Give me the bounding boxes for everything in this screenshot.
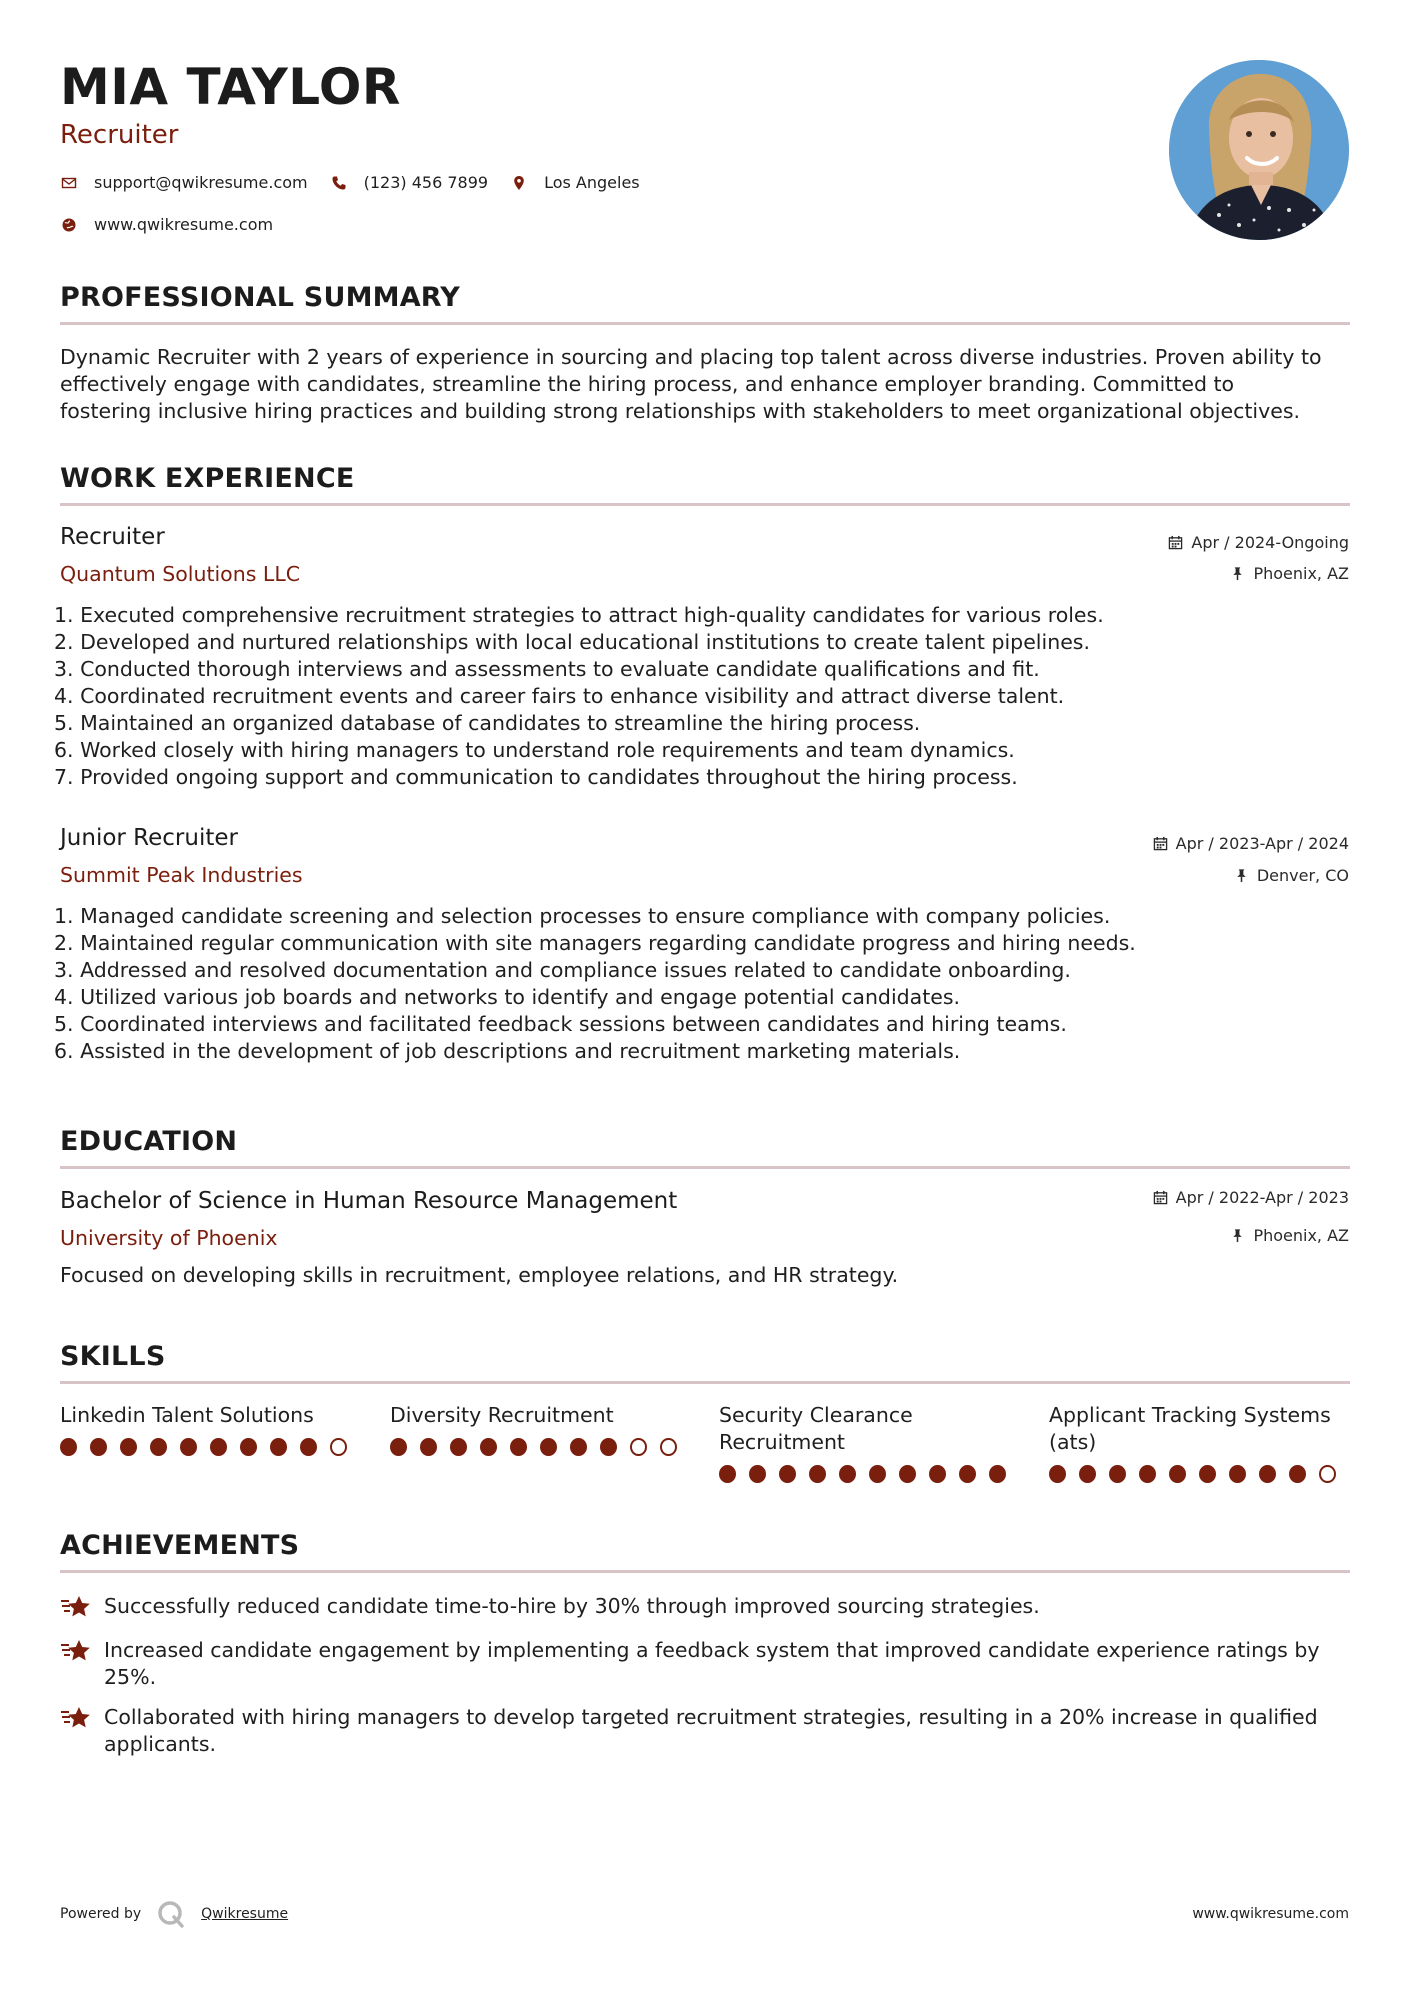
qwikresume-link[interactable]: Qwikresume: [201, 1906, 289, 1922]
rating-dot-filled: [300, 1438, 317, 1456]
list-item: 2. Developed and nurtured relationships with local educational institutions to create talent pipelines.: [54, 630, 1091, 654]
calendar-icon: [1153, 1190, 1168, 1205]
list-item: 5. Coordinated interviews and facilitated feedback sessions between candidates and hiring teams.: [54, 1012, 1067, 1036]
job-responsibilities: [54, 903, 1354, 1065]
rating-dot-filled: [809, 1465, 826, 1483]
rating-dot-filled: [240, 1438, 257, 1456]
achievement-line: Increased candidate engagement by implementing a feedback system that improved candidate experience ratings by: [104, 1638, 1320, 1662]
list-item: 5. Maintained an organized database of candidates to streamline the hiring process.: [54, 711, 921, 735]
skills-divider: [60, 1381, 1350, 1384]
list-item: 4. Coordinated recruitment events and career fairs to enhance visibility and attract diverse talent.: [54, 684, 1065, 708]
achievement-text: [104, 1637, 1319, 1691]
list-item: 4. Utilized various job boards and networks to identify and engage potential candidates.: [54, 985, 961, 1009]
rating-dot-filled: [749, 1465, 766, 1483]
rating-dot-filled: [570, 1438, 587, 1456]
achievement-item: [60, 1637, 1355, 1691]
rating-dot-filled: [510, 1438, 527, 1456]
rating-dot-filled: [540, 1438, 557, 1456]
rating-dot-filled: [779, 1465, 796, 1483]
rating-dot-empty: [630, 1438, 647, 1456]
skill-name: Security Clearance: [719, 1403, 913, 1427]
experience-divider: [60, 503, 1350, 506]
rating-dot-filled: [420, 1438, 437, 1456]
experience-heading: WORK EXPERIENCE: [60, 463, 355, 494]
contact-row-secondary: [60, 215, 295, 234]
rating-dot-filled: [869, 1465, 886, 1483]
job-company: Summit Peak Industries: [60, 863, 303, 887]
skill-name: Recruitment: [719, 1430, 845, 1454]
powered-by-label: Powered by: [60, 1906, 142, 1922]
list-item: 3. Addressed and resolved documentation and compliance issues related to candidate onboarding.: [54, 958, 1071, 982]
education-description: Focused on developing skills in recruitment, employee relations, and HR strategy.: [60, 1263, 899, 1287]
list-item: 6. Worked closely with hiring managers to understand role requirements and team dynamics.: [54, 738, 1015, 762]
footer-website[interactable]: www.qwikresume.com: [1192, 1906, 1349, 1922]
summary-divider: [60, 322, 1350, 325]
rating-dot-filled: [959, 1465, 976, 1483]
qwikresume-logo-icon: [157, 1900, 185, 1928]
candidate-title: Recruiter: [60, 120, 179, 150]
globe-icon: [60, 216, 78, 234]
list-item: 3. Conducted thorough interviews and assessments to evaluate candidate qualifications and fit.: [54, 657, 1040, 681]
list-item: 1. Executed comprehensive recruitment strategies to attract high-quality candidates for various roles.: [54, 603, 1104, 627]
achievement-text: [104, 1593, 1040, 1621]
achievement-line: applicants.: [104, 1732, 217, 1756]
rating-dot-filled: [150, 1438, 167, 1456]
skill-name: Linkedin Talent Solutions: [60, 1403, 314, 1427]
contact-row-primary: [60, 173, 662, 192]
job-location-text: Phoenix, AZ: [1253, 564, 1349, 583]
rating-dot-filled: [90, 1438, 107, 1456]
job-location: [1230, 564, 1349, 583]
contact-location: [510, 173, 640, 192]
email-text[interactable]: support@qwikresume.com: [94, 173, 308, 192]
education-degree: Bachelor of Science in Human Resource Management: [60, 1188, 678, 1214]
phone-icon: [330, 174, 348, 192]
summary-line: Dynamic Recruiter with 2 years of experience in sourcing and placing top talent across diverse industries. Proven ability to: [60, 345, 1322, 369]
rating-dot-filled: [1199, 1465, 1216, 1483]
rating-dot-filled: [899, 1465, 916, 1483]
skill-item: [719, 1402, 1019, 1483]
rating-dot-empty: [1319, 1465, 1336, 1483]
job-location-text: Denver, CO: [1256, 866, 1349, 885]
education-dates-text: Apr / 2022-Apr / 2023: [1175, 1188, 1349, 1207]
skill-name: Diversity Recruitment: [390, 1403, 614, 1427]
profile-photo: [1169, 60, 1349, 240]
website-text[interactable]: www.qwikresume.com: [94, 215, 274, 234]
rating-dot-filled: [1079, 1465, 1096, 1483]
rating-dot-filled: [450, 1438, 467, 1456]
pushpin-icon: [1234, 868, 1249, 883]
job-responsibilities: [54, 602, 1354, 791]
footer-powered-by: [60, 1900, 288, 1928]
calendar-icon: [1153, 836, 1168, 851]
rating-dot-filled: [480, 1438, 497, 1456]
contact-phone: [330, 173, 488, 192]
education-heading: EDUCATION: [60, 1126, 238, 1157]
list-item: 7. Provided ongoing support and communication to candidates throughout the hiring process.: [54, 765, 1018, 789]
skill-rating: [390, 1438, 690, 1456]
rating-dot-filled: [270, 1438, 287, 1456]
rating-dot-filled: [1289, 1465, 1306, 1483]
job-dates-text: Apr / 2024-Ongoing: [1191, 533, 1349, 552]
summary-heading: PROFESSIONAL SUMMARY: [60, 282, 461, 313]
star-achievement-icon: [60, 1637, 92, 1665]
job-dates: [1168, 533, 1349, 552]
skill-item: [60, 1402, 360, 1456]
summary-line: effectively engage with candidates, streamline the hiring process, and enhance employer branding. Committed to: [60, 372, 1235, 396]
job-company: Quantum Solutions LLC: [60, 562, 301, 586]
rating-dot-filled: [1109, 1465, 1126, 1483]
education-location-text: Phoenix, AZ: [1253, 1226, 1349, 1245]
rating-dot-filled: [1259, 1465, 1276, 1483]
rating-dot-filled: [1229, 1465, 1246, 1483]
phone-text: (123) 456 7899: [363, 173, 489, 192]
map-pin-icon: [510, 174, 528, 192]
skill-item: [1049, 1402, 1349, 1483]
rating-dot-filled: [929, 1465, 946, 1483]
rating-dot-filled: [989, 1465, 1006, 1483]
rating-dot-filled: [390, 1438, 407, 1456]
achievement-line: Successfully reduced candidate time-to-hire by 30% through improved sourcing strategies.: [104, 1594, 1040, 1618]
achievement-line: Collaborated with hiring managers to develop targeted recruitment strategies, resulting in a 20% increase in qualified: [104, 1705, 1318, 1729]
rating-dot-filled: [600, 1438, 617, 1456]
job-title: Junior Recruiter: [60, 825, 238, 851]
skill-name: Applicant Tracking Systems: [1049, 1403, 1331, 1427]
skill-rating: [60, 1438, 360, 1456]
star-achievement-icon: [60, 1593, 92, 1621]
job-title: Recruiter: [60, 524, 165, 550]
achievements-heading: ACHIEVEMENTS: [60, 1530, 300, 1561]
rating-dot-filled: [719, 1465, 736, 1483]
rating-dot-empty: [330, 1438, 347, 1456]
rating-dot-filled: [60, 1438, 77, 1456]
rating-dot-filled: [210, 1438, 227, 1456]
achievement-item: [60, 1593, 1355, 1621]
job-dates: [1153, 834, 1349, 853]
education-divider: [60, 1166, 1350, 1169]
job-location: [1234, 866, 1349, 885]
location-text: Los Angeles: [544, 173, 640, 192]
list-item: 1. Managed candidate screening and selection processes to ensure compliance with company policies.: [54, 904, 1111, 928]
rating-dot-filled: [839, 1465, 856, 1483]
rating-dot-filled: [180, 1438, 197, 1456]
rating-dot-filled: [1139, 1465, 1156, 1483]
summary-text: [60, 344, 1355, 425]
achievement-text: [104, 1704, 1318, 1758]
calendar-icon: [1168, 535, 1183, 550]
education-location: [1230, 1226, 1349, 1245]
candidate-name: MIA TAYLOR: [60, 58, 401, 116]
list-item: 2. Maintained regular communication with site managers regarding candidate progress and hiring needs.: [54, 931, 1136, 955]
rating-dot-filled: [1049, 1465, 1066, 1483]
summary-line: fostering inclusive hiring practices and building strong relationships with stakeholders to meet organizational objectives.: [60, 399, 1301, 423]
pushpin-icon: [1230, 566, 1245, 581]
education-dates: [1153, 1188, 1349, 1207]
rating-dot-empty: [660, 1438, 677, 1456]
education-school: University of Phoenix: [60, 1226, 278, 1250]
skill-name: (ats): [1049, 1430, 1097, 1454]
skills-heading: SKILLS: [60, 1341, 166, 1372]
contact-website: [60, 215, 273, 234]
achievement-item: [60, 1704, 1355, 1758]
star-achievement-icon: [60, 1704, 92, 1732]
rating-dot-filled: [1169, 1465, 1186, 1483]
skill-rating: [1049, 1465, 1349, 1483]
skill-item: [390, 1402, 690, 1456]
pushpin-icon: [1230, 1228, 1245, 1243]
contact-email: [60, 173, 308, 192]
job-dates-text: Apr / 2023-Apr / 2024: [1175, 834, 1349, 853]
list-item: 6. Assisted in the development of job descriptions and recruitment marketing materials.: [54, 1039, 961, 1063]
rating-dot-filled: [120, 1438, 137, 1456]
envelope-icon: [60, 174, 78, 192]
skill-rating: [719, 1465, 1019, 1483]
achievement-line: 25%.: [104, 1665, 157, 1689]
achievements-divider: [60, 1570, 1350, 1573]
